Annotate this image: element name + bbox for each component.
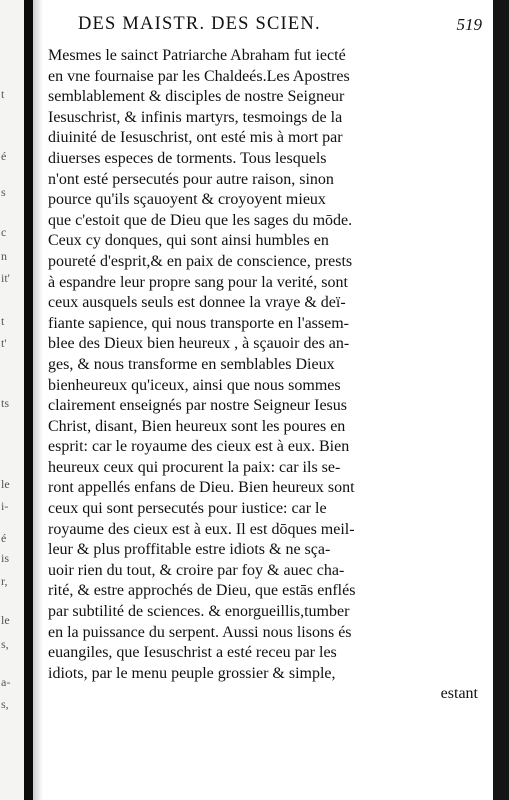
text-line: heureux ceux qui procurent la paix: car ils se- <box>48 458 341 476</box>
bleed-fragment: é <box>1 531 7 545</box>
text-line: en vne fournaise par les Chaldeés.Les Apostres <box>48 67 350 85</box>
bleed-fragment: t <box>1 314 5 328</box>
text-line: que c'estoit que de Dieu que les sages du mōde. <box>48 211 353 229</box>
text-line: royaume des cieux est à eux. Il est dōques meil- <box>48 520 355 538</box>
bleed-fragment: ts <box>1 396 10 410</box>
text-line: à espandre leur propre sang pour la verité, sont <box>48 273 348 291</box>
bleed-fragment: it' <box>1 271 10 285</box>
bleed-fragment: é <box>1 149 7 163</box>
bleed-fragment: s <box>1 185 6 199</box>
text-line: esprit: car le royaume des cieux est à eux. Bien <box>48 438 350 456</box>
bleed-fragment: le <box>1 613 10 627</box>
text-line: semblablement & disciples de nostre Seigneur <box>48 88 345 106</box>
text-line: blee des Dieux bien heureux , à sçauoir des an- <box>48 335 350 353</box>
text-line: poureté d'esprit,& en paix de conscience, prests <box>48 252 353 270</box>
text-line: ront appellés enfans de Dieu. Bien heureux sont <box>48 479 355 497</box>
text-line: Mesmes le sainct Patriarche Abraham fut iecté <box>48 47 346 64</box>
text-line: diuerses especes de torments. Tous lesquels <box>48 149 327 167</box>
text-line: pource qu'ils sçauoyent & croyoyent mieux <box>48 191 326 209</box>
facing-page-text-fragments <box>1 0 23 800</box>
book-page <box>48 12 490 705</box>
text-line: uoir rien du tout, & croire par foy & auec cha- <box>48 561 345 579</box>
text-line: bienheureux qu'iceux, ainsi que nous sommes <box>48 376 341 394</box>
body-text <box>48 46 490 705</box>
page-curve-shadow <box>33 0 43 800</box>
bleed-fragment: a- <box>1 675 11 689</box>
text-line: diuinité de Iesuschrist, ont esté mis à mort par <box>48 129 343 147</box>
bleed-fragment: n <box>1 249 7 263</box>
bleed-fragment: c <box>1 225 7 239</box>
bleed-fragment: s, <box>1 697 9 711</box>
text-line: n'ont esté persecutés pour autre raison, sinon <box>48 170 334 188</box>
bleed-fragment: is <box>1 551 10 565</box>
text-line: leur & plus proffitable estre idiots & ne sça- <box>48 541 331 559</box>
bleed-fragment: s, <box>1 637 9 651</box>
text-line: fiante sapience, qui nous transporte en l'assem- <box>48 314 350 332</box>
book-gutter <box>24 0 33 800</box>
text-line: par subtilité de sciences. & enorgueillis,tumber <box>48 603 350 621</box>
bleed-fragment: t <box>1 87 5 101</box>
running-title: DES MAISTR. DES SCIEN. <box>78 14 321 34</box>
page-edge <box>493 0 509 800</box>
bleed-fragment: le <box>1 477 10 491</box>
bleed-fragment: i- <box>1 499 9 513</box>
bleed-fragment: r, <box>1 574 8 588</box>
text-line: rité, & estre approchés de Dieu, que estās enflés <box>48 582 356 600</box>
text-line: Iesuschrist, & infinis martyrs, tesmoings de la <box>48 108 343 126</box>
text-line: ceux qui sont persecutés pour iustice: car le <box>48 500 327 518</box>
bleed-fragment: t' <box>1 336 7 350</box>
running-head <box>48 12 490 42</box>
catchword: estant <box>440 685 478 703</box>
text-line: euangiles, que Iesuschrist a esté receu par les <box>48 644 337 662</box>
text-line: en la puissance du serpent. Aussi nous lisons és <box>48 623 352 641</box>
text-line: ceux ausquels seuls est donnee la vraye & deï- <box>48 294 346 312</box>
text-line: Christ, disant, Bien heureux sont les poures en <box>48 417 346 435</box>
catchword-row <box>48 684 490 705</box>
text-line: idiots, par le menu peuple grossier & simple, <box>48 664 336 682</box>
text-line: ges, & nous transforme en semblables Dieux <box>48 355 335 373</box>
page-number: 519 <box>456 15 482 34</box>
text-line: clairement enseignés par nostre Seigneur Iesus <box>48 397 348 415</box>
text-line: Ceux cy donques, qui sont ainsi humbles en <box>48 232 329 250</box>
